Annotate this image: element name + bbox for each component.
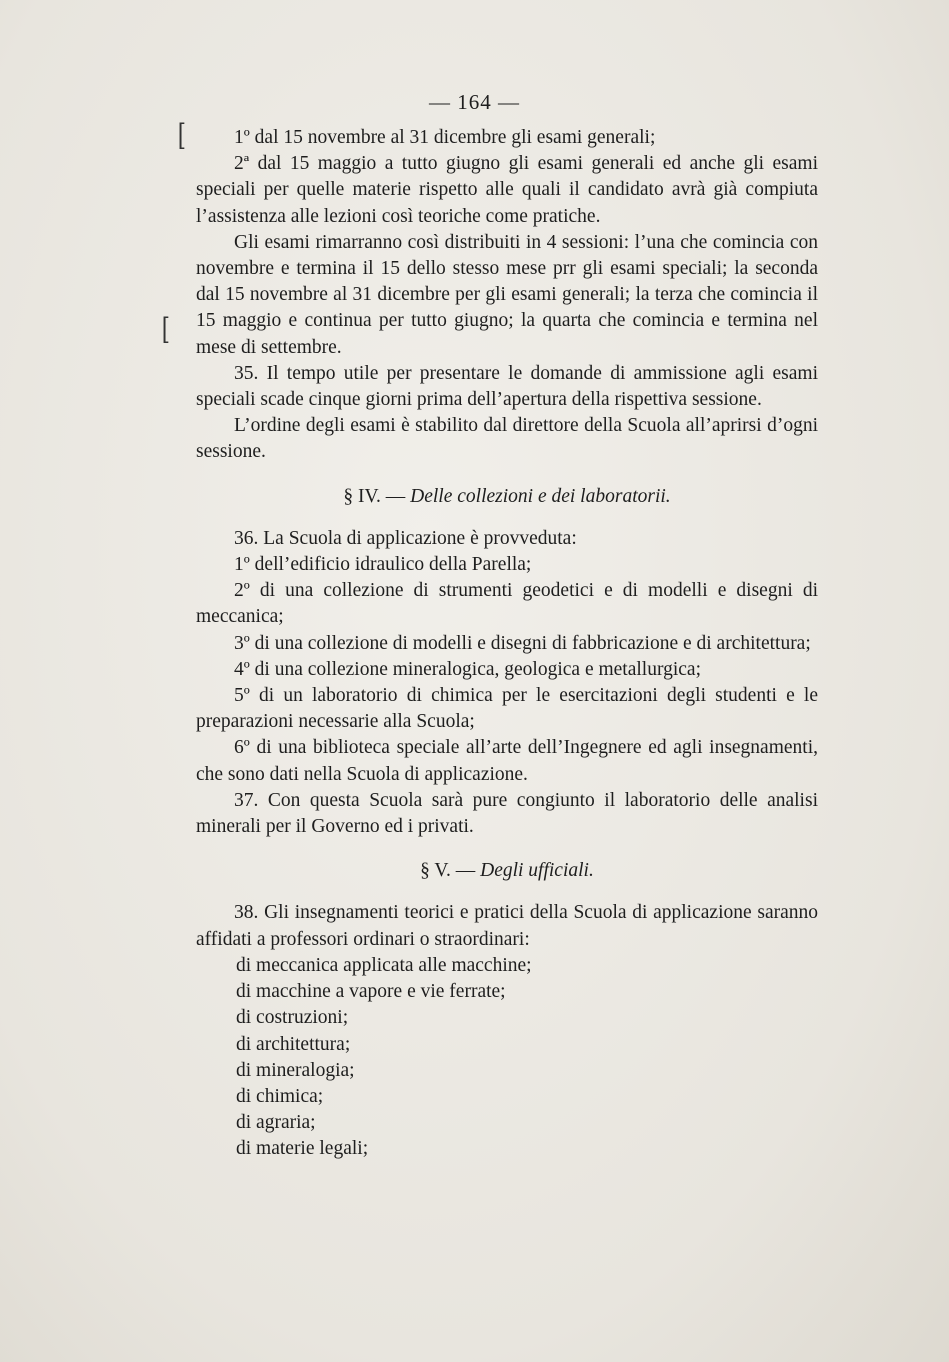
paragraph: 37. Con questa Scuola sarà pure congiunto il laboratorio delle analisi minerali per il Governo ed i privati. [196, 789, 818, 838]
paragraph: 35. Il tempo utile per presentare le domande di ammissione agli esami speciali scade cinque giorni prima dell’apertura della rispettiva sessione. [196, 362, 818, 411]
list-item: di materie legali; [236, 1138, 369, 1160]
subject-list [196, 953, 818, 1163]
paragraph: L’ordine degli esami è stabilito dal direttore della Scuola all’aprirsi d’ogni sessione. [196, 415, 818, 463]
paragraph: 2ª dal 15 maggio a tutto giugno gli esami generali ed anche gli esami speciali per quelle materie rispetto alle quali il candidato avrà già compiuta l’assistenza alle lezioni così teoriche come pratiche. [196, 153, 818, 227]
paragraph: 36. La Scuola di applicazione è provveduta: [234, 527, 577, 549]
list-item: di chimica; [236, 1085, 324, 1107]
paragraph: 2º di una collezione di strumenti geodetici e di modelli e disegni di meccanica; [196, 580, 818, 628]
paragraph: 5º di un laboratorio di chimica per le esercitazioni degli studenti e le preparazioni necessarie alla Scuola; [196, 685, 818, 733]
list-item: di meccanica applicata alle macchine; [236, 954, 532, 976]
paragraph: 38. Gli insegnamenti teorici e pratici della Scuola di applicazione saranno affidati a professori ordinari o straordinari: [196, 902, 818, 950]
paragraph: 4º di una collezione mineralogica, geologica e metallurgica; [234, 658, 702, 680]
paragraph: 1º dal 15 novembre al 31 dicembre gli esami generali; [234, 127, 656, 148]
margin-mark-2: [ [161, 312, 170, 347]
paragraph: 1º dell’edificio idraulico della Parella; [234, 554, 532, 576]
text-column [196, 125, 818, 1163]
margin-mark-1: [ [177, 118, 186, 153]
section-heading-iv: § IV. — Delle collezioni e dei laboratorii. [343, 485, 671, 507]
paragraph: 3º di una collezione di modelli e disegni di fabbricazione e di architettura; [234, 632, 811, 654]
list-item: di macchine a vapore e vie ferrate; [236, 981, 506, 1003]
section-heading-v: § V. — Degli ufficiali. [420, 860, 594, 882]
paragraph: Gli esami rimarranno così distribuiti in 4 sessioni: l’una che comincia con novembre e termina il 15 dello stesso mese prr gli esami speciali; la seconda dal 15 novembre al 31 dicembre per gli esami generali; la terza che comincia il 15 maggio e continua per tutto giugno; la quarta che comincia e termina nel mese di settembre. [196, 231, 818, 358]
list-item: di mineralogia; [236, 1059, 355, 1081]
page-number: — 164 — [429, 90, 520, 114]
list-item: di agraria; [236, 1112, 316, 1134]
list-item: di architettura; [236, 1033, 351, 1055]
list-item: di costruzioni; [236, 1007, 349, 1029]
paragraph: 6º di una biblioteca speciale all’arte dell’Ingegnere ed agli insegnamenti, che sono dati nella Scuola di applicazione. [196, 737, 818, 785]
